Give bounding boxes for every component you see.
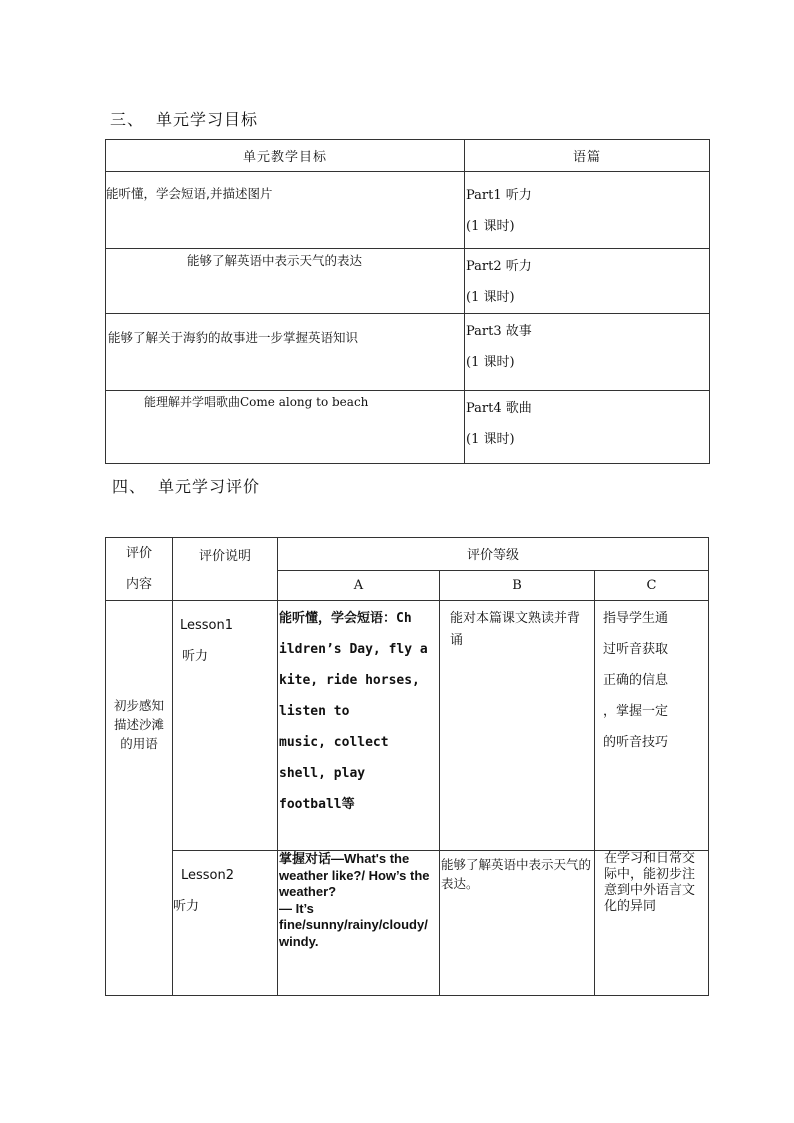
section-3-heading [110, 107, 258, 130]
header-content-line2: 内容 [125, 577, 152, 592]
discourse-cell [465, 314, 710, 391]
level-a-cell [278, 601, 440, 851]
section-4-heading [112, 474, 260, 497]
lesson-label: Lesson1 [180, 618, 234, 633]
hours-label: (1 课时) [466, 219, 515, 234]
skill-label: 听力 [173, 899, 200, 914]
table-row [106, 314, 710, 391]
header-content-line1: 评价 [125, 546, 152, 561]
level-a-cell [278, 851, 440, 996]
table-header-row [106, 140, 710, 172]
a-line: shell, play [279, 766, 366, 781]
desc-cell [173, 601, 278, 851]
header-discourse: 语篇 [465, 140, 710, 172]
table-row [106, 851, 709, 996]
lesson-label: Lesson2 [181, 868, 235, 883]
level-c-cell: 在学习和日常交际中，能初步注意到中外语言文化的异同 [595, 851, 709, 996]
header-level-b: B [440, 570, 595, 600]
goal-cell: 能够了解关于海豹的故事进一步掌握英语知识 [106, 314, 465, 391]
header-desc: 评价说明 [173, 538, 278, 601]
goal-cell: 能理解并学唱歌曲Come along to beach [106, 391, 465, 464]
content-cell: 初步感知描述沙滩的用语 [106, 601, 173, 996]
desc-cell [173, 851, 278, 996]
table-header-row [106, 538, 709, 571]
a-text: 掌握对话—What's the weather like?/ How’s the weather? [279, 851, 430, 899]
hours-label: (1 课时) [466, 355, 515, 370]
discourse-cell [465, 172, 710, 249]
evaluation-table [105, 537, 709, 996]
hours-label: (1 课时) [466, 290, 515, 305]
goal-cell: 能听懂，学会短语,并描述图片 [106, 172, 465, 249]
table-row [106, 249, 710, 314]
part-label: Part1 听力 [466, 188, 532, 203]
hours-label: (1 课时) [466, 432, 515, 447]
a-line: ildren’s Day, fly a [279, 642, 428, 657]
part-label: Part3 故事 [466, 324, 532, 339]
level-b-cell: 能对本篇课文熟读并背诵 [440, 601, 595, 851]
level-b-cell: 能够了解英语中表示天气的表达。 [440, 851, 595, 996]
header-level-c: C [595, 570, 709, 600]
c-line: 过听音获取 [603, 642, 669, 657]
part-label: Part2 听力 [466, 259, 532, 274]
unit-goals-table [105, 139, 710, 464]
section-3-number: 三、 [110, 110, 145, 129]
a-text: — It’s fine/sunny/rainy/cloudy/ windy. [279, 900, 428, 949]
discourse-cell [465, 391, 710, 464]
section-4-title: 单元学习评价 [158, 477, 261, 496]
discourse-cell [465, 249, 710, 314]
c-line: 指导学生通 [603, 611, 669, 626]
table-row [106, 391, 710, 464]
a-line: music, collect [279, 735, 389, 750]
table-row [106, 172, 710, 249]
header-levels: 评价等级 [278, 538, 709, 571]
header-content [106, 538, 173, 601]
section-4-number: 四、 [112, 477, 147, 496]
table-row [106, 601, 709, 851]
level-c-cell [595, 601, 709, 851]
goal-cell: 能够了解英语中表示天气的表达 [106, 249, 465, 314]
c-line: ，掌握一定 [603, 704, 669, 719]
skill-label: 听力 [182, 649, 209, 664]
header-level-a: A [278, 570, 440, 600]
header-goal: 单元教学目标 [106, 140, 465, 172]
c-line: 的听音技巧 [603, 735, 669, 750]
c-line: 正确的信息 [603, 673, 669, 688]
section-3-title: 单元学习目标 [156, 110, 259, 129]
a-line: kite, ride horses, [279, 673, 420, 688]
a-line: football等 [279, 797, 355, 812]
a-line: listen to [279, 704, 350, 719]
part-label: Part4 歌曲 [466, 401, 532, 416]
a-line: 能听懂，学会短语：Ch [279, 611, 412, 626]
